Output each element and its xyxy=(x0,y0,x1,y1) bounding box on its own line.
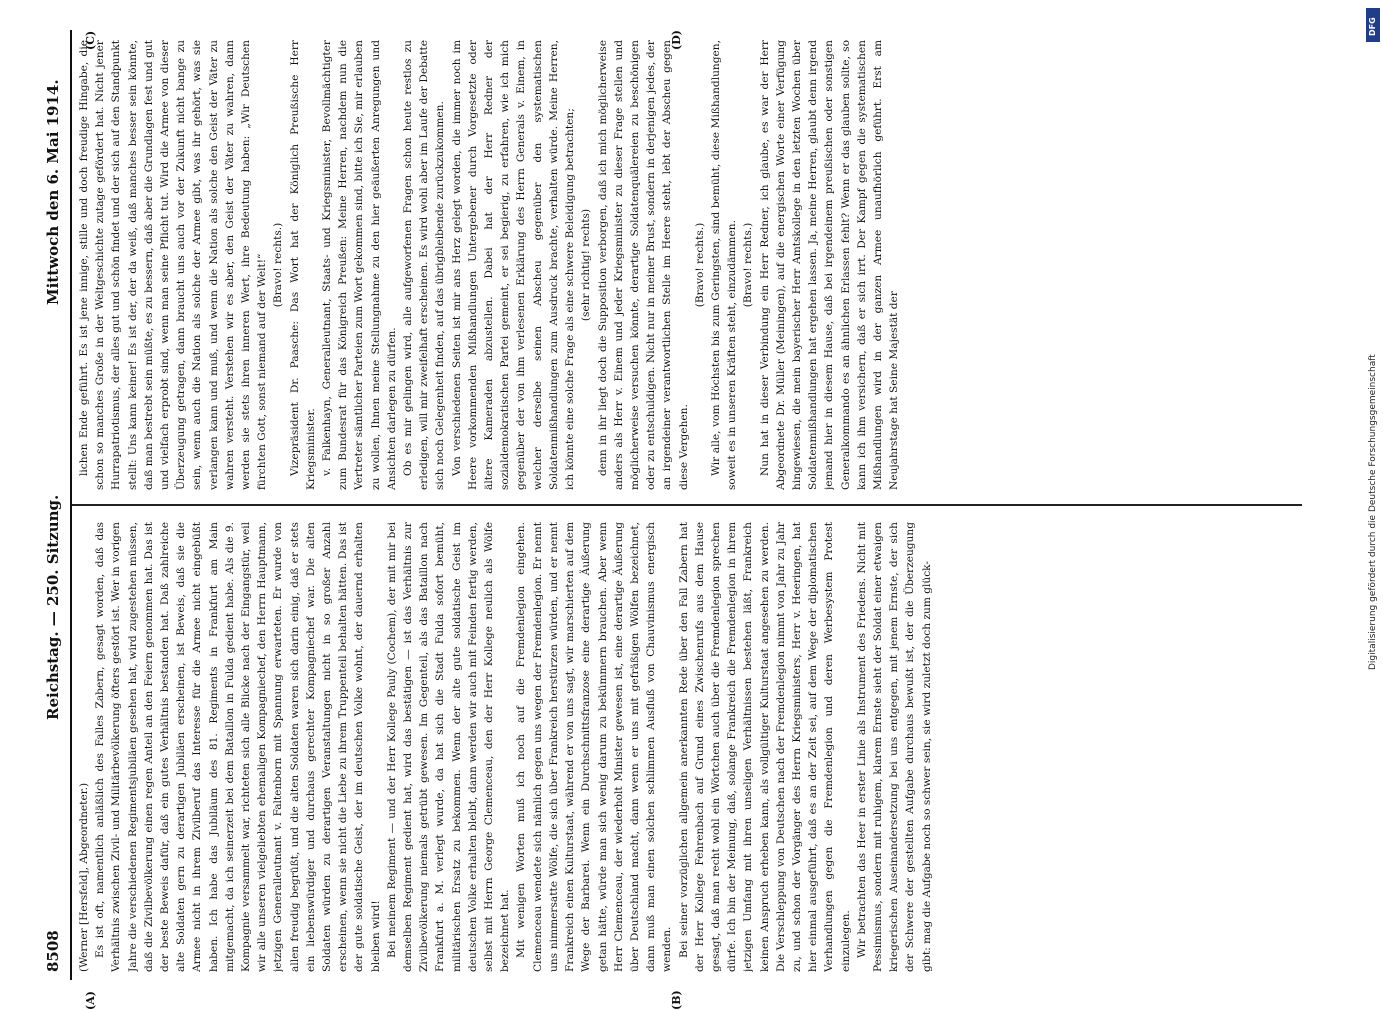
margin-letter-c: (C) xyxy=(84,30,97,50)
right-column xyxy=(76,40,1296,490)
paragraph: Wir betrachten das Heer in erster Linie als Instrument des Friedens. Nicht mit Pessimismus, sondern mit ruhigem, klarem Ernste sieht der Soldat einer etwaigen kriegerischen Auseinandersetzung bei uns entgegen, mit jenem Ernste, der sich der Schwere der gestellten Aufgabe durchaus bewußt ist, der die Überzeugung gibt: mag die Aufgabe noch so schwer sein, sie wird zuletzt doch zum glück- xyxy=(855,522,933,972)
paragraph: Mit wenigen Worten muß ich noch auf die Fremdenlegion eingehen. Clemenceau wendete sich nämlich gegen uns wegen der Fremdenlegion. Er nennt uns nimmersatte Wölfe, die sich über Frankreich herstürzen würden, und er nennt Frankreich einen Kulturstaat, während er von uns sagt, wir marschierten auf dem Wege der Barbarei. Wenn ein Durchschnittsfranzose eine derartige Äußerung getan hätte, würde man sich wenig darum zu bekümmern brauchen. Aber wenn Herr Clemenceau, der wiederholt Minister gewesen ist, eine derartige Äußerung über Deutschland macht, dann wenn er uns mit gefräßigen Wölfen bezeichnet, dann muß man einen solchen schlimmen Ausfluß von Chauvinismus energisch wenden. xyxy=(515,522,674,972)
paragraph: lichen Ende geführt. Es ist jene innige, stille und doch freudige Hingabe, die schon so manches Große in der Weltgeschichte zutage gefördert hat. Nicht jener Hurrapatriotismus, der alles gut und schön findet und der sich auf den Standpunkt stellt: Uns kann keiner! Es ist der, der da weiß, daß manches besser sein könnte, daß man bestrebt sein müßte, es zu bessern, daß aber die Grundlagen fest und gut und vielfach erprobt sind, wenn man seine Pflicht tut. Wird die Armee von dieser Überzeugung getragen, dann braucht uns auch vor der Zukunft nicht bange zu sein, wenn auch die Nation als solche der Armee gibt, was ihr gehört, was sie verlangen kann und muß, und wenn die Nation als solche den Geist der Väter zu wahren versteht. Verstehen wir es aber, den Geist der Väter zu wahren, dann werden sie stets ihren inneren Wert, ihre Bedeutung haben: „Wir Deutschen fürchten Gott, sonst niemand auf der Welt!“ xyxy=(78,40,269,490)
interjection: (Bravo! rechts.) xyxy=(272,222,285,308)
interjection: (Bravo! rechts.) xyxy=(693,222,706,308)
paragraph: Bei seiner vorzüglichen allgemein anerkannten Rede über den Fall Zabern hat der Herr Kollege Fehrenbach auf Grund eines Zwischenrufs aus dem Hause gesagt, daß man recht wohl ein Wörtchen auch über die Fremdenlegion sprechen dürfe. Ich bin der Meinung, daß, solange Frankreich die Fremdenlegion in ihrem jetzigen Umfang mit ihren unseligen Verhältnissen bestehen läßt, Frankreich keinen Anspruch erheben kann, als vollgültiger Kulturstaat angesehen zu werden. Die Verschleppung von Deutschen nach der Fremdenlegion nimmt von Jahr zu Jahr zu, und schon der Vorgänger des Herrn Kriegsministers, Herr v. Heeringen, hat hier einmal ausgeführt, daß es an der Zeit sei, auf dem Wege der diplomatischen Verhandlungen gegen die Fremdenlegion und deren Werbesystem Protest einzulegen. xyxy=(677,522,852,972)
digitization-credit-text: Digitalisierung gefördert durch die Deutsche Forschungsgemeinschaft xyxy=(1368,354,1378,670)
column-divider xyxy=(72,504,1302,506)
rotated-newspaper-page xyxy=(40,30,1340,1010)
margin-letter-d: (D) xyxy=(670,30,683,50)
paragraph: Wir alle, vom Höchsten bis zum Geringsten, sind bemüht, diese Mißhandlungen, soweit es in unseren Kräften steht, einzudämmen. xyxy=(709,40,739,490)
header-title-left: Reichstag. — 250. Sitzung. xyxy=(44,494,62,720)
interjection: (Bravo! rechts.) xyxy=(742,222,755,308)
margin-letter-b: (B) xyxy=(670,990,683,1010)
page-number: 8508 xyxy=(44,930,62,972)
dfg-logo-text: DFG xyxy=(1368,17,1377,36)
paragraph: Vizepräsident Dr. Paasche: Das Wort hat der Königlich Preußische Herr Kriegsminister. xyxy=(288,40,317,490)
dfg-logo xyxy=(1366,8,1380,42)
paragraph: denn in ihr liegt doch die Supposition verborgen, daß ich mich möglicherweise anders als Herr v. Einem und jeder Kriegsminister zu dieser Frage stellen und möglicherweise versuchen könnte, derartige Soldatenquälereien zu beschönigen oder zu entschuldigen. Nicht nur in meiner Brust, sondern in derjenigen jedes, der an irgendeiner verantwortlichen Stelle im Heere steht, lebt der Abscheu gegen diese Vergehen. xyxy=(596,40,690,490)
paragraph: Bei meinem Regiment — und der Herr Kollege Pauly (Cochem), der mit mir bei demselben Regiment gedient hat, wird das bestätigen — ist das Verhältnis zur Zivilbevölkerung niemals getrübt gewesen. Im Gegenteil, als das Bataillon nach Frankfurt a. M. verlegt wurde, da hat sich die Stadt Fulda sofort bemüht, militärischen Ersatz zu bekommen. Wenn der alte gute soldatische Geist im deutschen Volke erhalten bleibt, dann werden wir auch mit Feinden fertig werden, selbst mit Herrn George Clemenceau, den der Herr Kollege neulich als Wölfe bezeichnet hat. xyxy=(385,522,512,972)
interjection: (sehr richtig! rechts) xyxy=(580,208,593,322)
paragraph: v. Falkenhayn, Generalleutnant, Staats- und Kriegsminister, Bevollmächtigter zum Bundesrat für das Königreich Preußen: Meine Herren, nachdem nun die Vertreter sämtlicher Parteien zum Wort gekommen sind, bitte ich Sie, mir erlauben zu wollen, Ihnen meine Stellungnahme zu den hier geäußerten Anregungen und Ansichten darlegen zu dürfen. xyxy=(321,40,398,490)
paragraph: Nun hat in dieser Verbindung ein Herr Redner, ich glaube, es war der Herr Abgeordnete Dr. Müller (Meiningen), auf die energischen Worte einer Verfügung hingewiesen, die mein bayerischer Herr Amtskollege in den letzten Wochen über Soldatenmißhandlungen hat ergehen lassen. Ja, meine Herren, glaubt denn irgend jemand hier in diesem Hause, daß bei irgendeinem preußischen oder sonstigen Generalkommando es an ähnlichen Erlassen fehlt? Wenn er das glauben sollte, so kann ich ihm versichern, daß er sich irrt. Der Kampf gegen die systematischen Mißhandlungen wird in der ganzen Armee unaufhörlich geführt. Erst am Neujahrstage hat Seine Majestät der xyxy=(758,40,901,490)
paragraph: Es ist oft, namentlich anläßlich des Falles Zabern, gesagt worden, daß das Verhältnis zwischen Zivil- und Militärbevölkerung öfters gestört ist. Wer in vorigen Jahre die verschiedenen Regimentsjubiläen gesehen hat, wird zugestehen müssen, daß die Zivilbevölkerung einen regen Anteil an den Feiern genommen hat. Das ist der beste Beweis dafür, daß ein gutes Verhältnis bestanden hat. Daß zahlreiche alte Soldaten gern zu derartigen Jubiläen erscheinen, ist Beweis, daß sie die Armee nicht in ihrem Zivilberuf das Interesse für die Armee nicht eingebüßt haben. Ich habe das Jubiläum des 81. Regiments in Frankfurt am Main mitgemacht, da ich seinerzeit bei dem Bataillon in Fulda gedient habe. Als die 9. Kompagnie versammelt war, richteten sich alle Blicke nach der Eingangstür, weil wir alle unseren vielgeliebten ehemaligen Kompagniechef, den Herrn Hauptmann, jetzigen Generalleutnant v. Faltenborn mit Spannung erwarteten. Er wurde von allen freudig begrüßt, und die alten Soldaten waren sich darin einig, daß er stets ein liebenswürdiger und durchaus gerechter Kompagniechef war. Die alten Soldaten würden zu derartigen Veranstaltungen nicht in so großer Anzahl erscheinen, wenn sie nicht die Liebe zu ihrem Truppenteil behalten hätten. Das ist der gute soldatische Geist, der im deutschen Volke wohnt, der dauernd erhalten bleiben wird! xyxy=(94,522,382,972)
paragraph: Ob es mir gelingen wird, alle aufgeworfenen Fragen schon heute restlos zu erledigen, will mir zweifelhaft erscheinen. Es wird wohl aber im Laufe der Debatte sich noch Gelegenheit finden, auf das übrigbleibende zurückzukommen. xyxy=(402,40,447,490)
paragraph: Von verschiedenen Seiten ist mir ans Herz gelegt worden, die immer noch im Heere vorkommenden Mißhandlungen Untergebener durch Vorgesetzte oder ältere Kameraden abzustellen. Dabei hat der Herr Redner der sozialdemokratischen Partei gemeint, er sei begierig, zu erfahren, wie ich mich gegenüber der von ihm verlesenen Erklärung des Herrn Generals v. Einem, in welcher derselbe seinen Abscheu gegenüber den systematischen Soldatenmißhandlungen zum Ausdruck brachte, verhalten würde. Meine Herren, ich könnte eine solche Frage als eine schwere Beleidigung betrachten; xyxy=(450,40,577,490)
header-date-right: Mittwoch den 6. Mai 1914. xyxy=(44,79,62,305)
page-header xyxy=(40,30,68,980)
left-column xyxy=(76,522,1296,972)
margin-letter-a: (A) xyxy=(84,991,97,1010)
paragraph: (Werner [Hersfeld], Abgeordneter.) xyxy=(78,782,90,972)
